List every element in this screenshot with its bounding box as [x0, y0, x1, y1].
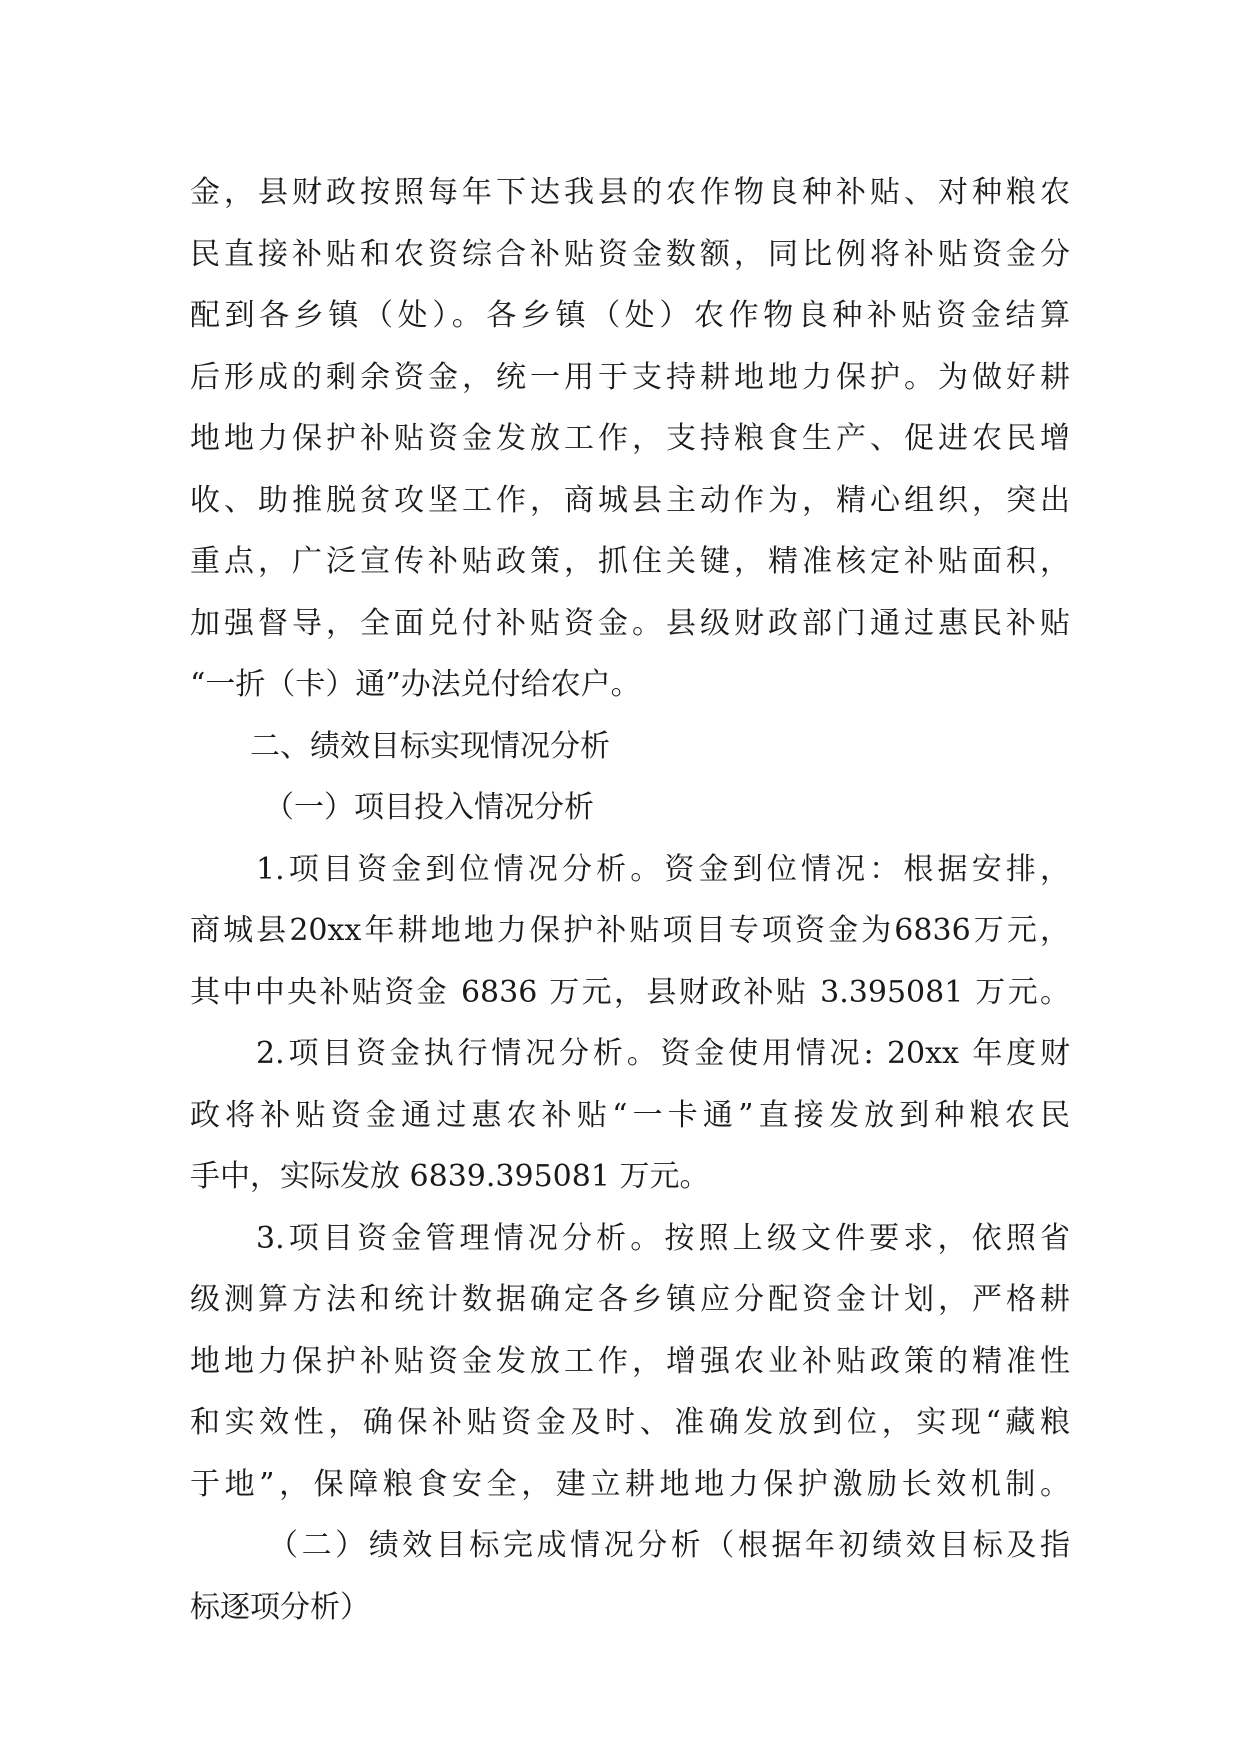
text-line: 于地”，保障粮食安全，建立耕地地力保护激励长效机制。: [190, 1466, 1070, 1502]
section-heading: 二、绩效目标实现情况分析: [250, 728, 610, 764]
text-line: 3.项目资金管理情况分析。按照上级文件要求，依照省: [256, 1220, 1070, 1256]
text-line: 收、助推脱贫攻坚工作，商城县主动作为，精心组织，突出: [190, 482, 1070, 518]
text-line: 配到各乡镇（处）。各乡镇（处）农作物良种补贴资金结算: [190, 298, 1070, 333]
text-line: 民直接补贴和农资综合补贴资金数额，同比例将补贴资金分: [190, 236, 1070, 272]
text-line: 加强督导，全面兑付补贴资金。县级财政部门通过惠民补贴: [190, 605, 1070, 641]
text-line: 2.项目资金执行情况分析。资金使用情况: 20xx 年度财: [256, 1036, 1070, 1071]
text-line: 地地力保护补贴资金发放工作，增强农业补贴政策的精准性: [190, 1343, 1070, 1379]
text-line: 标逐项分析）: [190, 1589, 370, 1625]
text-line: “一折（卡）通”办法兑付给农户。: [190, 667, 641, 702]
text-line: 重点，广泛宣传补贴政策，抓住关键，精准核定补贴面积，: [190, 544, 1070, 579]
text-line: 后形成的剩余资金，统一用于支持耕地地力保护。为做好耕: [190, 359, 1070, 395]
text-line: 金，县财政按照每年下达我县的农作物良种补贴、对种粮农: [190, 175, 1070, 210]
text-line: 手中，实际发放 6839.395081 万元。: [190, 1159, 710, 1194]
text-line: 级测算方法和统计数据确定各乡镇应分配资金计划，严格耕: [190, 1282, 1070, 1317]
text-line: 地地力保护补贴资金发放工作，支持粮食生产、促进农民增: [190, 421, 1070, 456]
text-line: 商城县20xx年耕地地力保护补贴项目专项资金为6836万元，: [190, 913, 1070, 948]
text-line: 其中中央补贴资金 6836 万元，县财政补贴 3.395081 万元。: [190, 974, 1070, 1010]
subsection-heading: （一）项目投入情况分析: [264, 790, 594, 825]
text-line: 政将补贴资金通过惠农补贴“一卡通”直接发放到种粮农民: [190, 1097, 1070, 1133]
subsection-heading: （二）绩效目标完成情况分析（根据年初绩效目标及指: [268, 1528, 1070, 1563]
text-line: 1.项目资金到位情况分析。资金到位情况：根据安排，: [256, 851, 1070, 887]
text-line: 和实效性，确保补贴资金及时、准确发放到位，实现“藏粮: [190, 1405, 1070, 1440]
document-body: [190, 162, 1070, 1638]
